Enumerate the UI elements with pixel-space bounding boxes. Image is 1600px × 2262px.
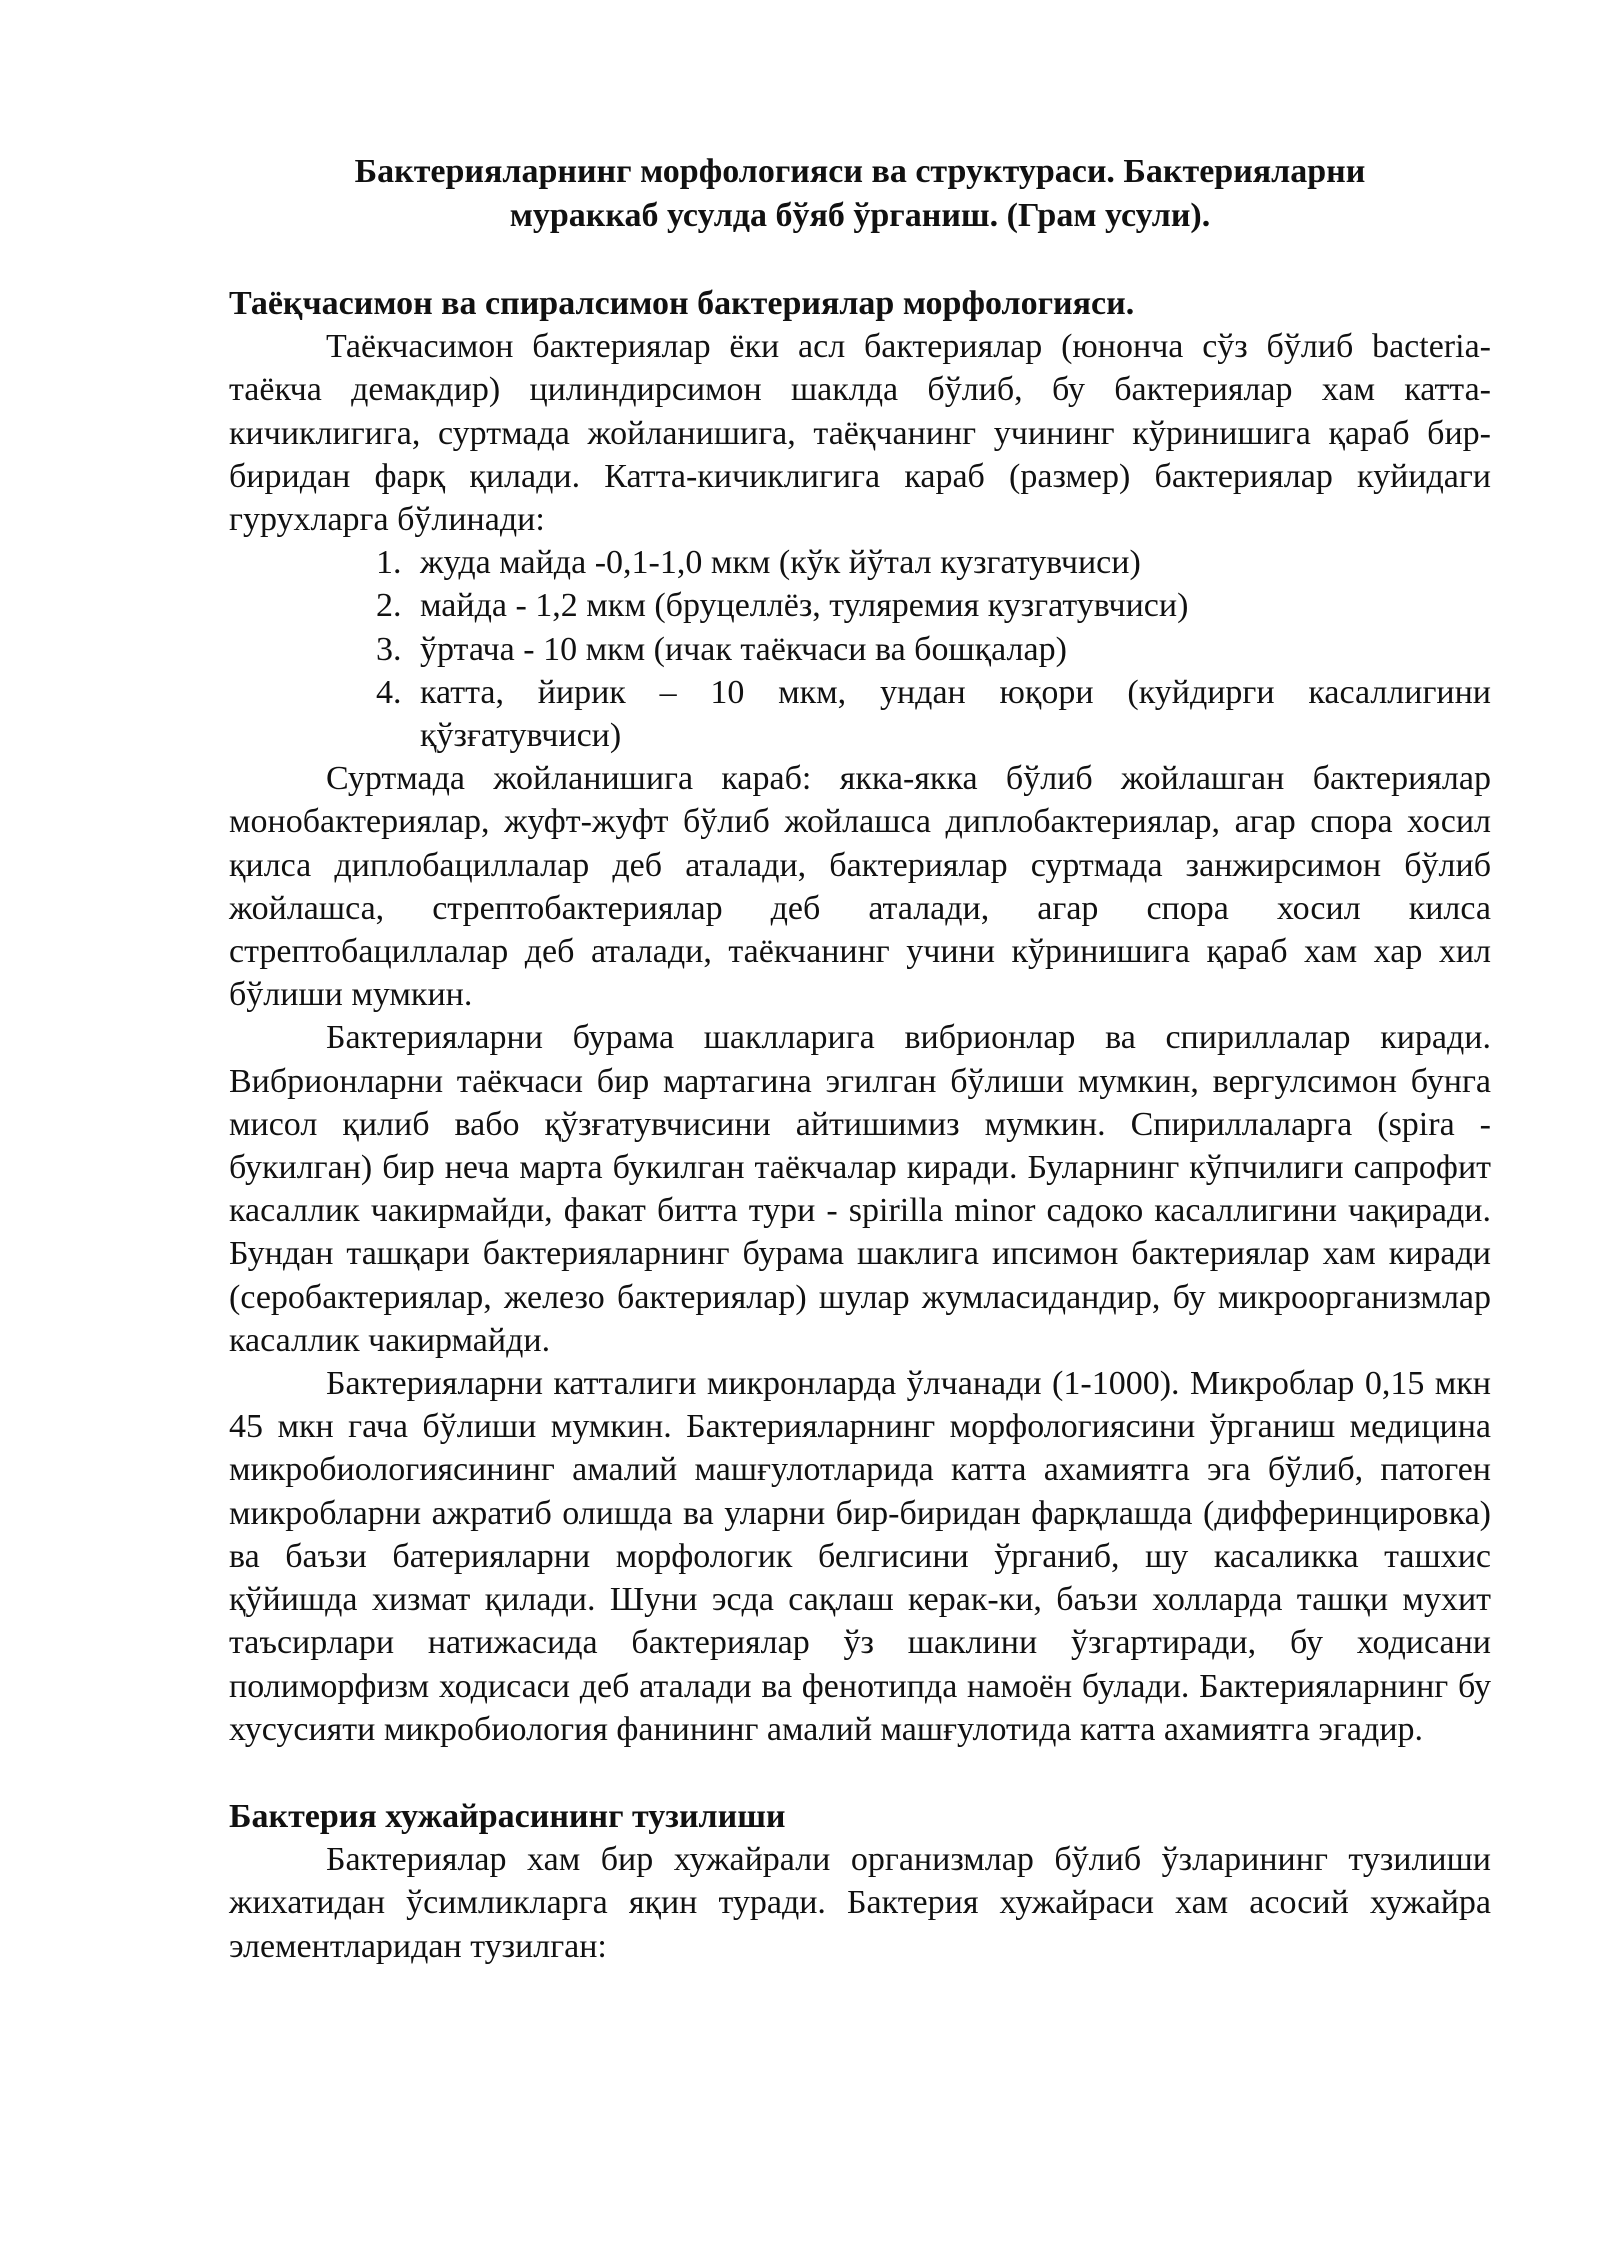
list-item-text: майда - 1,2 мкм (бруцеллёз, туляремия кузгатувчиси)	[420, 587, 1189, 625]
list-item	[376, 628, 1491, 671]
list-item-text: катта, йирик – 10 мкм, ундан юқори (куйдирги касаллигини қўзғатувчиси)	[420, 673, 1491, 755]
size-list	[229, 541, 1491, 757]
paragraph-size-significance: Бактерияларни катталиги микронларда ўлчанади (1-1000). Микроблар 0,15 мкн 45 мкн гача бўлиши мумкин. Бактерияларнинг морфологиясини ўрганиш медицина микробиологиясининг амалий машғулотларида катта ахамиятга эга бўлиб, патоген микробларни ажратиб олишда ва уларни бир-биридан фарқлашда (дифферинцировка) ва баъзи батерияларни морфологик белгисини ўрганиб, шу касаликка ташхис қўйишда хизмат қилади. Шуни эсда сақлаш керак-ки, баъзи холларда ташқи мухит таъсирлари натижасида бактериялар ўз шаклини ўзгартиради, бу ходисани полиморфизм ходисаси деб аталади ва фенотипда намоён булади. Бактерияларнинг бу хусусияти микробиология фанининг амалий машғулотида катта ахамиятга эгадир.	[229, 1365, 1491, 1748]
list-item-text: жуда майда -0,1-1,0 мкм (кўк йўтал кузгатувчиси)	[420, 544, 1141, 582]
paragraph-intro: Таёкчасимон бактериялар ёки асл бактериялар (юнонча сўз бўлиб bacteria- таёкча демакдир) цилиндирсимон шаклда бўлиб, бу бактериялар хам катта-кичиклигига, суртмада жойланишига, таёқчанинг учининг кўринишига қараб бир-биридан фарқ қилади. Катта-кичиклигига караб (размер) бактериялар куйидаги гурухларга бўлинади:	[229, 328, 1491, 539]
paragraph-arrangement: Суртмада жойланишига караб: якка-якка бўлиб жойлашган бактериялар монобактериялар, жуфт-жуфт бўлиб жойлашса диплобактериялар, агар спора хосил қилса диплобациллалар деб аталади, бактериялар суртмада занжирсимон бўлиб жойлашса, стрептобактериялар деб аталади, агар спора хосил килса стрептобациллалар деб аталади, таёкчанинг учини кўринишига қараб хам хар хил бўлиши мумкин.	[229, 760, 1491, 1014]
document-title	[229, 150, 1491, 238]
list-item	[376, 584, 1491, 627]
document-page	[229, 150, 1491, 1968]
list-number: 4.	[376, 673, 402, 711]
title-line-1: Бактерияларнинг морфологияси ва структураси. Бактерияларни	[354, 153, 1366, 190]
list-number: 3.	[376, 630, 402, 668]
list-item	[376, 541, 1491, 584]
title-line-2: мураккаб усулда бўяб ўрганиш. (Грам усули).	[509, 197, 1211, 234]
list-item-text: ўртача - 10 мкм (ичак таёкчаси ва бошқалар)	[420, 630, 1067, 668]
list-item	[376, 671, 1491, 757]
list-number: 1.	[376, 544, 402, 582]
paragraph-cell-structure: Бактериялар хам бир хужайрали организмлар бўлиб ўзларининг тузилиши жихатидан ўсимликларга яқин туради. Бактерия хужайраси хам асосий хужайра элементларидан тузилган:	[229, 1841, 1491, 1965]
list-number: 2.	[376, 587, 402, 625]
section-heading-morphology: Таёқчасимон ва спиралсимон бактериялар морфологияси.	[229, 285, 1135, 322]
paragraph-spiral-forms: Бактерияларни бурама шаклларига вибрионлар ва спириллалар киради. Вибрионларни таёкчаси бир мартагина эгилган бўлиши мумкин, вергулсимон бунга мисол қилиб вабо қўзғатувчисини айтишимиз мумкин. Спириллаларга (spira - букилган) бир неча марта букилган таёкчалар киради. Буларнинг кўпчилиги сапрофит касаллик чакирмайди, факат битта тури - spirilla minor садоко касаллигини чақиради. Бундан ташқари бактерияларнинг бурама шаклига ипсимон бактериялар хам киради (серобактериялар, железо бактериялар) шулар жумласидандир, бу микроорганизмлар касаллик чакирмайди.	[229, 1019, 1491, 1359]
section-heading-cell-structure: Бактерия хужайрасининг тузилиши	[229, 1797, 786, 1835]
